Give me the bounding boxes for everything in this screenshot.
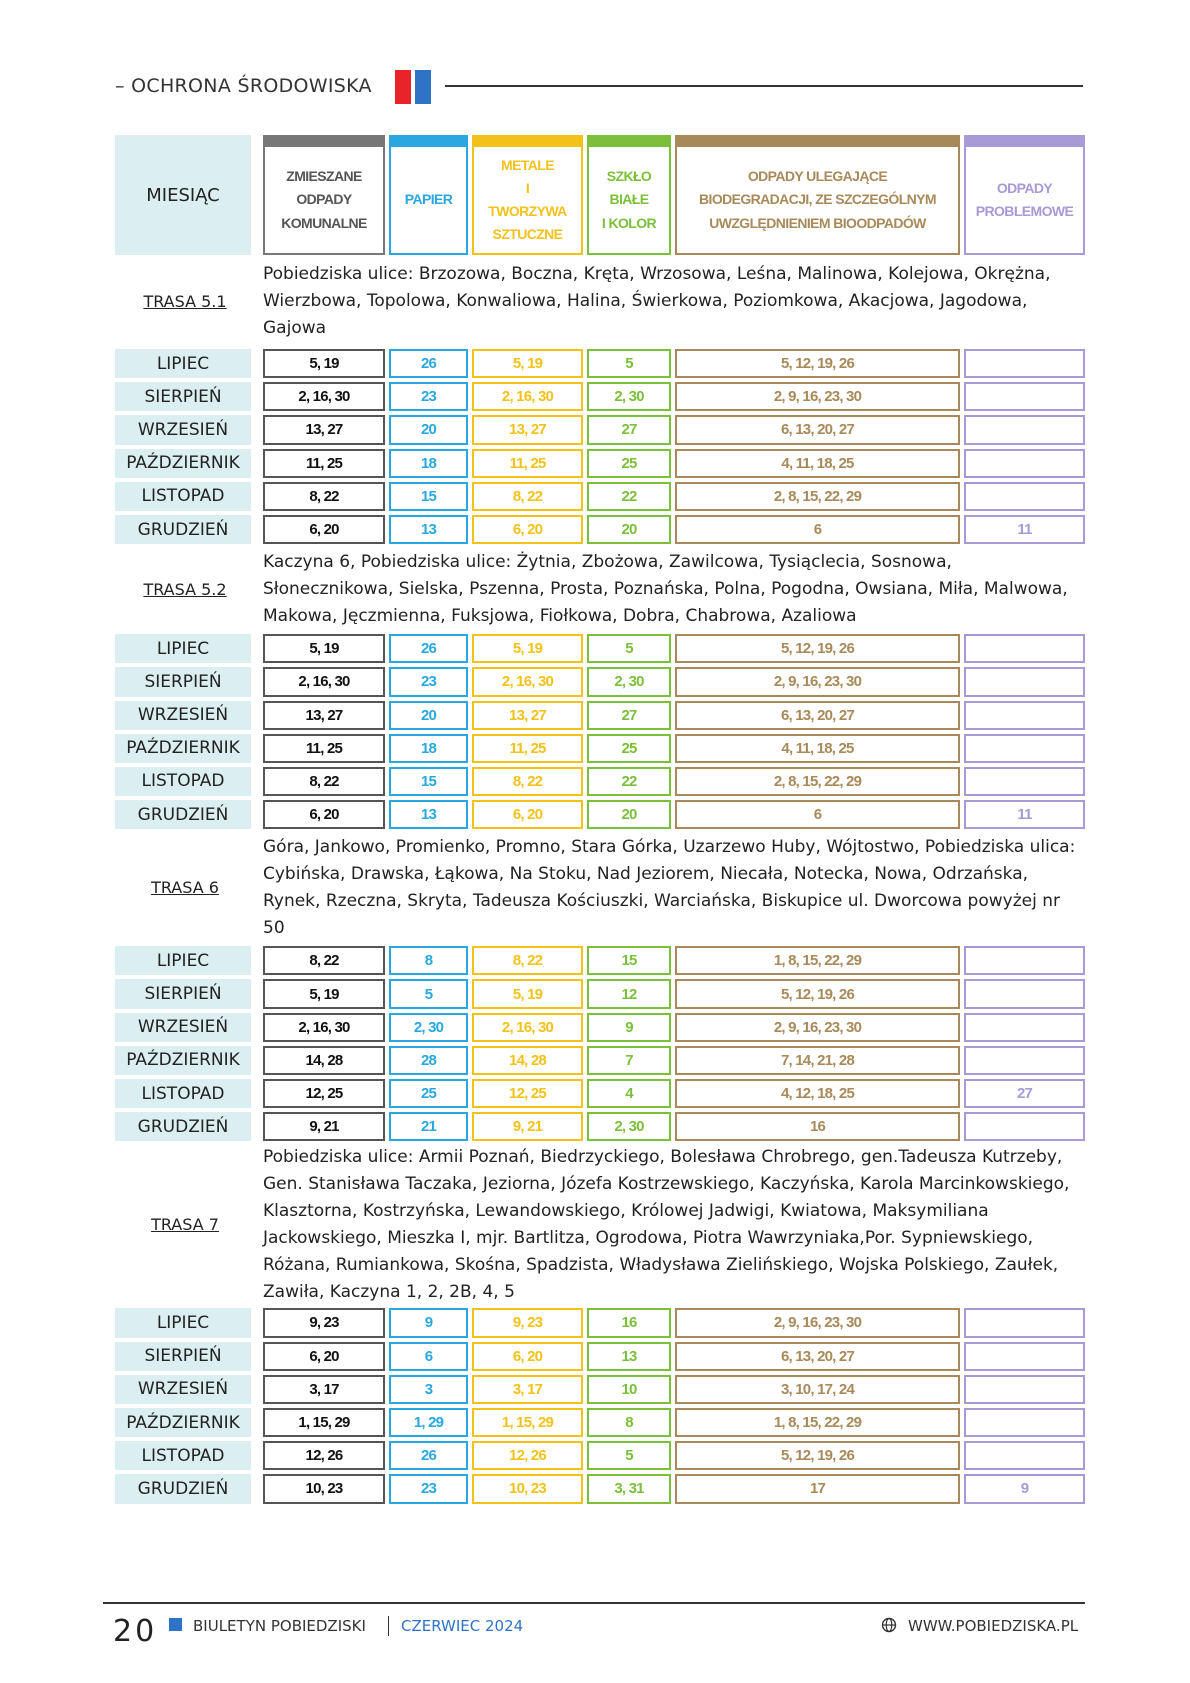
section-title: – OCHRONA ŚRODOWISKA — [115, 75, 372, 97]
problem-waste-cell: 11 — [964, 515, 1085, 544]
metal-plastic-cell: 1, 15, 29 — [472, 1408, 583, 1437]
table-row — [115, 413, 1085, 446]
table-row — [115, 1044, 1085, 1077]
glass-cell: 9 — [587, 1013, 671, 1042]
paper-cell: 1, 29 — [389, 1408, 468, 1437]
month-cell: WRZESIEŃ — [115, 415, 251, 444]
page-header — [115, 70, 1083, 104]
table-row — [115, 665, 1085, 698]
month-cell: WRZESIEŃ — [115, 701, 251, 730]
table-row — [115, 1439, 1085, 1472]
paper-cell: 28 — [389, 1046, 468, 1075]
paper-cell: 23 — [389, 1474, 468, 1503]
table-row — [115, 513, 1085, 546]
route-row — [115, 255, 1085, 347]
problem-waste-cell — [964, 382, 1085, 411]
bio-waste-cell: 6, 13, 20, 27 — [675, 701, 960, 730]
month-cell: SIERPIEŃ — [115, 667, 251, 696]
problem-waste-cell — [964, 1112, 1085, 1141]
month-cell: LISTOPAD — [115, 1079, 251, 1108]
route-row — [115, 831, 1085, 944]
table-row — [115, 480, 1085, 513]
problem-waste-cell — [964, 701, 1085, 730]
bio-waste-cell: 2, 8, 15, 22, 29 — [675, 482, 960, 511]
paper-cell: 15 — [389, 482, 468, 511]
problem-waste-cell: 9 — [964, 1474, 1085, 1503]
table-row — [115, 1077, 1085, 1110]
metal-plastic-cell: 14, 28 — [472, 1046, 583, 1075]
paper-cell: 26 — [389, 634, 468, 663]
mixed-waste-cell: 6, 20 — [263, 800, 385, 829]
header-divider — [445, 85, 1083, 87]
month-cell: GRUDZIEŃ — [115, 1112, 251, 1141]
month-cell: GRUDZIEŃ — [115, 1474, 251, 1503]
bio-waste-cell: 6 — [675, 800, 960, 829]
route-row — [115, 546, 1085, 632]
bio-waste-cell: 5, 12, 19, 26 — [675, 349, 960, 378]
month-cell: LISTOPAD — [115, 482, 251, 511]
problem-waste-cell: 27 — [964, 1079, 1085, 1108]
flag-red-stripe — [395, 70, 411, 104]
paper-cell: 8 — [389, 946, 468, 975]
table-row — [115, 380, 1085, 413]
mixed-waste-cell: 13, 27 — [263, 415, 385, 444]
bio-waste-cell: 1, 8, 15, 22, 29 — [675, 1408, 960, 1437]
problem-waste-cell — [964, 1342, 1085, 1371]
bio-waste-cell: 7, 14, 21, 28 — [675, 1046, 960, 1075]
problem-waste-cell — [964, 1308, 1085, 1337]
mixed-waste-cell: 9, 21 — [263, 1112, 385, 1141]
glass-cell: 5 — [587, 1441, 671, 1470]
table-row — [115, 1340, 1085, 1373]
paper-cell: 18 — [389, 734, 468, 763]
mixed-waste-cell: 5, 19 — [263, 349, 385, 378]
month-cell: PAŹDZIERNIK — [115, 1046, 251, 1075]
mixed-waste-cell: 5, 19 — [263, 634, 385, 663]
table-row — [115, 765, 1085, 798]
problem-waste-cell — [964, 1375, 1085, 1404]
paper-cell: 20 — [389, 701, 468, 730]
table-header-row — [115, 135, 1085, 255]
mixed-waste-cell: 9, 23 — [263, 1308, 385, 1337]
problem-waste-cell — [964, 734, 1085, 763]
bio-waste-cell: 5, 12, 19, 26 — [675, 979, 960, 1008]
bio-waste-cell: 6, 13, 20, 27 — [675, 1342, 960, 1371]
flag-logo — [395, 70, 431, 104]
route-streets: Kaczyna 6, Pobiedziska ulice: Żytnia, Zbożowa, Zawilcowa, Tysiąclecia, Sosnowa, Słonecznikowa, Sielska, Pszenna, Prosta, Poznańska, Polna, Pogodna, Owsiana, Miła, Malwowa, Makowa, Jęczmienna, Fuksjowa, Fiołkowa, Dobra, Chabrowa, Azaliowa — [263, 551, 1068, 626]
metal-plastic-cell: 8, 22 — [472, 482, 583, 511]
bio-waste-cell: 6, 13, 20, 27 — [675, 415, 960, 444]
metal-plastic-cell: 2, 16, 30 — [472, 1013, 583, 1042]
month-cell: LIPIEC — [115, 946, 251, 975]
route-streets: Pobiedziska ulice: Armii Poznań, Biedrzyckiego, Bolesława Chrobrego, gen.Tadeusza Kutrzeby, Gen. Stanisława Taczaka, Jeziorna, Józefa Kostrzewskiego, Kaczyńska, Karola Marcinkowskiego, Klasztorna, Kostrzyńska, Lewandowskiego, Królowej Jadwigi, Kwiatowa, Maksymiliana Jackowskiego, Mieszka I, mjr. Bartlitza, Ogrodowa, Piotra Wawrzyniaka,Por. Sypniewskiego, Różana, Rumiankowa, Skośna, Spadzista, Władysława Zielińskiego, Wojska Polskiego, Zaułek, Zawiła, Kaczyna 1, 2, 2B, 4, 5 — [263, 1146, 1070, 1302]
glass-cell: 5 — [587, 349, 671, 378]
header-glass: SZKŁO BIAŁE I KOLOR — [587, 135, 671, 255]
table-row — [115, 1306, 1085, 1339]
metal-plastic-cell: 9, 21 — [472, 1112, 583, 1141]
globe-icon — [881, 1617, 897, 1633]
table-row — [115, 1373, 1085, 1406]
glass-cell: 27 — [587, 415, 671, 444]
glass-cell: 3, 31 — [587, 1474, 671, 1503]
mixed-waste-cell: 14, 28 — [263, 1046, 385, 1075]
route-name: TRASA 5.1 — [143, 291, 227, 311]
metal-plastic-cell: 3, 17 — [472, 1375, 583, 1404]
bio-waste-cell: 2, 9, 16, 23, 30 — [675, 382, 960, 411]
mixed-waste-cell: 2, 16, 30 — [263, 667, 385, 696]
paper-cell: 26 — [389, 1441, 468, 1470]
mixed-waste-cell: 8, 22 — [263, 946, 385, 975]
footer-square-icon — [169, 1618, 182, 1631]
flag-blue-stripe — [415, 70, 431, 104]
problem-waste-cell — [964, 1408, 1085, 1437]
mixed-waste-cell: 11, 25 — [263, 449, 385, 478]
glass-cell: 8 — [587, 1408, 671, 1437]
metal-plastic-cell: 8, 22 — [472, 946, 583, 975]
mixed-waste-cell: 10, 23 — [263, 1474, 385, 1503]
glass-cell: 2, 30 — [587, 1112, 671, 1141]
metal-plastic-cell: 10, 23 — [472, 1474, 583, 1503]
mixed-waste-cell: 12, 26 — [263, 1441, 385, 1470]
problem-waste-cell — [964, 634, 1085, 663]
problem-waste-cell — [964, 1046, 1085, 1075]
mixed-waste-cell: 2, 16, 30 — [263, 1013, 385, 1042]
route-row — [115, 1143, 1085, 1306]
problem-waste-cell — [964, 1013, 1085, 1042]
metal-plastic-cell: 5, 19 — [472, 349, 583, 378]
route-name: TRASA 6 — [151, 878, 219, 898]
paper-cell: 13 — [389, 800, 468, 829]
paper-cell: 6 — [389, 1342, 468, 1371]
bio-waste-cell: 17 — [675, 1474, 960, 1503]
glass-cell: 13 — [587, 1342, 671, 1371]
bio-waste-cell: 5, 12, 19, 26 — [675, 634, 960, 663]
problem-waste-cell — [964, 449, 1085, 478]
table-row — [115, 1406, 1085, 1439]
glass-cell: 10 — [587, 1375, 671, 1404]
route-name: TRASA 5.2 — [143, 579, 227, 599]
problem-waste-cell — [964, 349, 1085, 378]
bio-waste-cell: 4, 11, 18, 25 — [675, 734, 960, 763]
glass-cell: 27 — [587, 701, 671, 730]
month-cell: GRUDZIEŃ — [115, 800, 251, 829]
paper-cell: 20 — [389, 415, 468, 444]
mixed-waste-cell: 1, 15, 29 — [263, 1408, 385, 1437]
problem-waste-cell — [964, 1441, 1085, 1470]
route-streets: Góra, Jankowo, Promienko, Promno, Stara Górka, Uzarzewo Huby, Wójtostwo, Pobiedziska ulica: Cybińska, Drawska, Łąkowa, Na Stoku, Nad Jeziorem, Niecała, Notecka, Nowa, Odrzańska, Rynek, Rzeczna, Skryta, Tadeusza Kościuszki, Warciańska, Biskupice ul. Dworcowa powyżej nr 50 — [263, 836, 1076, 938]
month-cell: WRZESIEŃ — [115, 1375, 251, 1404]
waste-schedule-table — [115, 135, 1085, 1506]
paper-cell: 23 — [389, 382, 468, 411]
glass-cell: 12 — [587, 979, 671, 1008]
glass-cell: 20 — [587, 800, 671, 829]
bio-waste-cell: 3, 10, 17, 24 — [675, 1375, 960, 1404]
metal-plastic-cell: 8, 22 — [472, 767, 583, 796]
glass-cell: 4 — [587, 1079, 671, 1108]
metal-plastic-cell: 9, 23 — [472, 1308, 583, 1337]
glass-cell: 25 — [587, 734, 671, 763]
paper-cell: 23 — [389, 667, 468, 696]
footer-separator — [388, 1616, 389, 1636]
bio-waste-cell: 1, 8, 15, 22, 29 — [675, 946, 960, 975]
bio-waste-cell: 6 — [675, 515, 960, 544]
month-cell: PAŹDZIERNIK — [115, 449, 251, 478]
mixed-waste-cell: 6, 20 — [263, 1342, 385, 1371]
glass-cell: 2, 30 — [587, 382, 671, 411]
month-cell: LISTOPAD — [115, 767, 251, 796]
month-cell: SIERPIEŃ — [115, 979, 251, 1008]
month-cell: LISTOPAD — [115, 1441, 251, 1470]
paper-cell: 3 — [389, 1375, 468, 1404]
mixed-waste-cell: 12, 25 — [263, 1079, 385, 1108]
metal-plastic-cell: 13, 27 — [472, 701, 583, 730]
month-cell: LIPIEC — [115, 634, 251, 663]
footer-divider — [103, 1602, 1085, 1604]
mixed-waste-cell: 5, 19 — [263, 979, 385, 1008]
metal-plastic-cell: 13, 27 — [472, 415, 583, 444]
metal-plastic-cell: 12, 25 — [472, 1079, 583, 1108]
page-number: 20 — [113, 1614, 158, 1649]
problem-waste-cell — [964, 979, 1085, 1008]
month-cell: SIERPIEŃ — [115, 1342, 251, 1371]
metal-plastic-cell: 5, 19 — [472, 979, 583, 1008]
month-cell: WRZESIEŃ — [115, 1013, 251, 1042]
issue-date: CZERWIEC 2024 — [401, 1617, 524, 1635]
metal-plastic-cell: 11, 25 — [472, 449, 583, 478]
website-link[interactable]: WWW.POBIEDZISKA.PL — [908, 1617, 1079, 1635]
mixed-waste-cell: 11, 25 — [263, 734, 385, 763]
bio-waste-cell: 4, 12, 18, 25 — [675, 1079, 960, 1108]
header-problem-waste: ODPADY PROBLEMOWE — [964, 135, 1085, 255]
metal-plastic-cell: 6, 20 — [472, 515, 583, 544]
route-streets: Pobiedziska ulice: Brzozowa, Boczna, Kręta, Wrzosowa, Leśna, Malinowa, Kolejowa, Okrężna, Wierzbowa, Topolowa, Konwaliowa, Halina, Świerkowa, Poziomkowa, Akacjowa, Jagodowa, Gajowa — [263, 263, 1051, 338]
glass-cell: 7 — [587, 1046, 671, 1075]
paper-cell: 21 — [389, 1112, 468, 1141]
bio-waste-cell: 2, 9, 16, 23, 30 — [675, 667, 960, 696]
month-cell: SIERPIEŃ — [115, 382, 251, 411]
glass-cell: 25 — [587, 449, 671, 478]
mixed-waste-cell: 3, 17 — [263, 1375, 385, 1404]
mixed-waste-cell: 2, 16, 30 — [263, 382, 385, 411]
metal-plastic-cell: 11, 25 — [472, 734, 583, 763]
table-row — [115, 699, 1085, 732]
header-paper: PAPIER — [389, 135, 468, 255]
month-cell: PAŹDZIERNIK — [115, 1408, 251, 1437]
glass-cell: 15 — [587, 946, 671, 975]
table-row — [115, 944, 1085, 977]
problem-waste-cell — [964, 482, 1085, 511]
metal-plastic-cell: 2, 16, 30 — [472, 667, 583, 696]
table-row — [115, 732, 1085, 765]
problem-waste-cell — [964, 767, 1085, 796]
bio-waste-cell: 16 — [675, 1112, 960, 1141]
route-name: TRASA 7 — [151, 1215, 219, 1235]
glass-cell: 22 — [587, 767, 671, 796]
table-row — [115, 632, 1085, 665]
table-row — [115, 1110, 1085, 1143]
bio-waste-cell: 2, 9, 16, 23, 30 — [675, 1308, 960, 1337]
month-cell: LIPIEC — [115, 349, 251, 378]
bio-waste-cell: 5, 12, 19, 26 — [675, 1441, 960, 1470]
header-mixed-waste: ZMIESZANE ODPADY KOMUNALNE — [263, 135, 385, 255]
metal-plastic-cell: 5, 19 — [472, 634, 583, 663]
bio-waste-cell: 4, 11, 18, 25 — [675, 449, 960, 478]
mixed-waste-cell: 13, 27 — [263, 701, 385, 730]
glass-cell: 20 — [587, 515, 671, 544]
bio-waste-cell: 2, 9, 16, 23, 30 — [675, 1013, 960, 1042]
header-metal-plastic: METALE I TWORZYWA SZTUCZNE — [472, 135, 583, 255]
table-row — [115, 347, 1085, 380]
header-month: MIESIĄC — [115, 135, 251, 255]
paper-cell: 5 — [389, 979, 468, 1008]
mixed-waste-cell: 8, 22 — [263, 767, 385, 796]
month-cell: PAŹDZIERNIK — [115, 734, 251, 763]
page-footer — [103, 1602, 1085, 1648]
bio-waste-cell: 2, 8, 15, 22, 29 — [675, 767, 960, 796]
routes-container — [115, 255, 1085, 1506]
table-row — [115, 798, 1085, 831]
glass-cell: 2, 30 — [587, 667, 671, 696]
table-row — [115, 447, 1085, 480]
glass-cell: 16 — [587, 1308, 671, 1337]
problem-waste-cell: 11 — [964, 800, 1085, 829]
mixed-waste-cell: 8, 22 — [263, 482, 385, 511]
paper-cell: 26 — [389, 349, 468, 378]
paper-cell: 2, 30 — [389, 1013, 468, 1042]
glass-cell: 5 — [587, 634, 671, 663]
problem-waste-cell — [964, 667, 1085, 696]
table-row — [115, 1472, 1085, 1505]
metal-plastic-cell: 12, 26 — [472, 1441, 583, 1470]
paper-cell: 9 — [389, 1308, 468, 1337]
paper-cell: 15 — [389, 767, 468, 796]
month-cell: LIPIEC — [115, 1308, 251, 1337]
table-row — [115, 977, 1085, 1010]
problem-waste-cell — [964, 946, 1085, 975]
metal-plastic-cell: 6, 20 — [472, 1342, 583, 1371]
metal-plastic-cell: 6, 20 — [472, 800, 583, 829]
problem-waste-cell — [964, 415, 1085, 444]
table-row — [115, 1011, 1085, 1044]
glass-cell: 22 — [587, 482, 671, 511]
paper-cell: 18 — [389, 449, 468, 478]
mixed-waste-cell: 6, 20 — [263, 515, 385, 544]
header-bio-waste: ODPADY ULEGAJĄCE BIODEGRADACJI, ZE SZCZEGÓLNYM UWZGLĘDNIENIEM BIOODPADÓW — [675, 135, 960, 255]
month-cell: GRUDZIEŃ — [115, 515, 251, 544]
paper-cell: 25 — [389, 1079, 468, 1108]
paper-cell: 13 — [389, 515, 468, 544]
metal-plastic-cell: 2, 16, 30 — [472, 382, 583, 411]
publication-name: BIULETYN POBIEDZISKI — [193, 1617, 366, 1635]
